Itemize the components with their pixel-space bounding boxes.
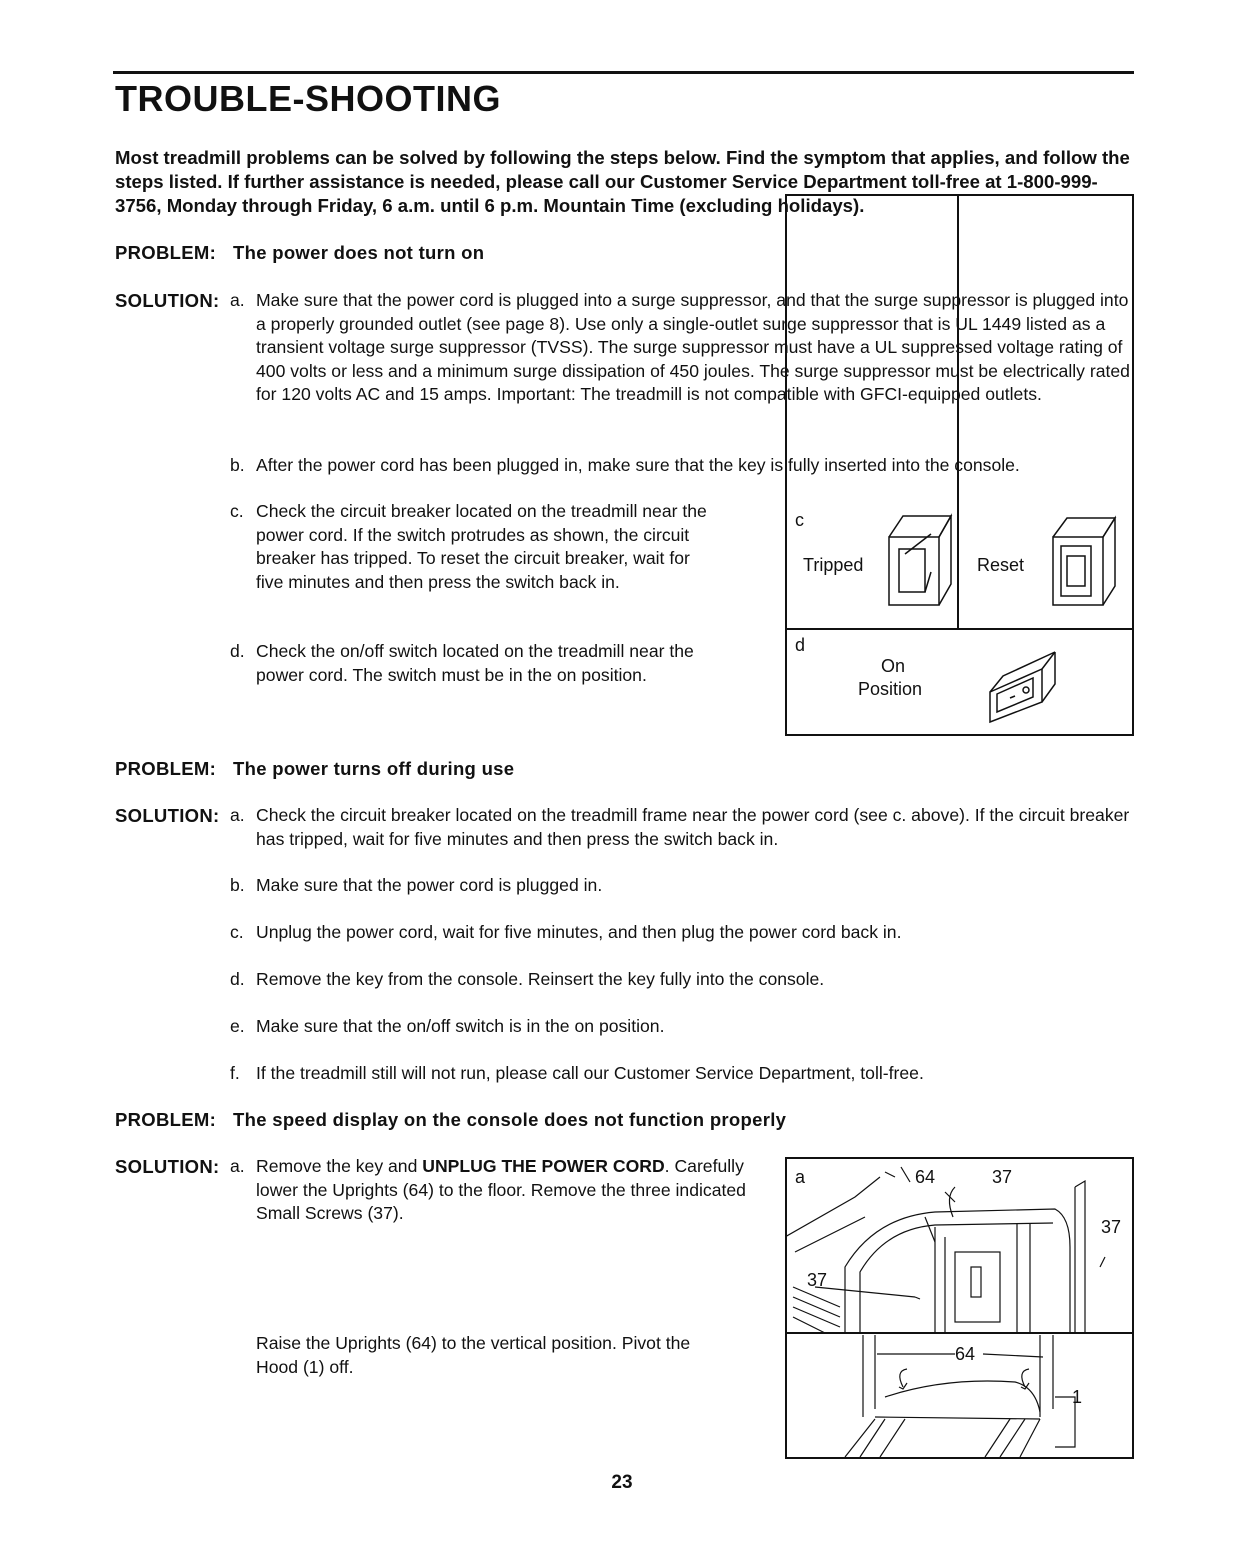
fig-37-top: 37 [992, 1167, 1013, 1187]
problem-3 [115, 1109, 786, 1131]
step-text: Unplug the power cord, wait for five minutes, and then plug the power cord back in. [256, 922, 902, 942]
fig-1-label: 1 [1072, 1387, 1083, 1407]
fig-64-bottom: 64 [955, 1344, 976, 1364]
step-text: Make sure that the power cord is plugged in. [256, 875, 603, 895]
solution-label-1: SOLUTION: [115, 290, 220, 311]
s1-step-d [230, 640, 731, 687]
s2-step-d [230, 968, 1131, 992]
problem-label: PROBLEM: [115, 1109, 217, 1130]
hood-figure-svg [785, 1157, 1134, 1459]
problem-label: PROBLEM: [115, 758, 217, 779]
problem-1-text: The power does not turn on [233, 242, 485, 263]
step-a-pre: Remove the key and [256, 1156, 418, 1176]
fig-on-label: On [881, 656, 906, 676]
fig-37-right: 37 [1101, 1217, 1122, 1237]
step-text: Raise the Uprights (64) to the vertical position. Pivot the Hood (1) off. [256, 1333, 691, 1377]
step-key: b. [230, 455, 245, 475]
fig-c-label: c [795, 510, 804, 530]
fig-position-label: Position [858, 679, 923, 699]
intro-paragraph: Most treadmill problems can be solved by following the steps below. Find the symptom that applies, and follow the steps listed. If further assistance is needed, please call our Customer Service Department toll-free at 1-800-999-3756, Monday through Friday, 6 a.m. until 6 p.m. Mountain Time (excluding holidays). [115, 147, 1130, 216]
s2-step-e [230, 1015, 1131, 1039]
fig-a-label: a [795, 1167, 806, 1187]
breaker-figure-svg [785, 194, 1134, 736]
step-text: Make sure that the power cord is plugged into a surge suppressor, and that the surge suppressor is plugged into a properly grounded outlet (see page 8). Use only a single-outlet surge suppressor that is UL 1449 listed as a transient voltage surge suppressor (TVSS). The surge suppressor must have a UL suppressed voltage rating of 400 volts or less and a minimum surge dissipation of 450 joules. The surge suppressor must be electrically rated for 120 volts AC and 15 amps. Important: The treadmill is not compatible with GFCI-equipped outlets. [256, 290, 1130, 404]
page-number: 23 [611, 1472, 633, 1493]
step-text: Check the circuit breaker located on the treadmill frame near the power cord (see c. above). If the circuit breaker has tripped, wait for five minutes and then press the switch back in. [256, 805, 1130, 849]
step-key: d. [230, 969, 245, 989]
step-text [256, 1155, 746, 1226]
problem-1 [115, 242, 484, 264]
step-key: a. [230, 1156, 245, 1176]
problem-label: PROBLEM: [115, 242, 217, 263]
step-key: d. [230, 641, 245, 661]
step-text: Remove the key from the console. Reinsert the key fully into the console. [256, 969, 825, 989]
step-key: c. [230, 501, 244, 521]
figure-border [786, 1158, 1133, 1458]
fig-37-left: 37 [807, 1270, 828, 1290]
figure-breaker-switch [785, 194, 1134, 736]
problem-2 [115, 758, 514, 780]
on-off-switch-icon [990, 652, 1055, 722]
step-key: a. [230, 805, 245, 825]
s3-step-a2 [256, 1332, 736, 1379]
hood-lowered-drawing [785, 1167, 1105, 1333]
s2-step-a [230, 804, 1136, 851]
reset-switch-icon [1053, 518, 1115, 605]
step-text: Check the on/off switch located on the treadmill near the power cord. The switch must be in the on position. [256, 641, 694, 685]
fig-64-top: 64 [915, 1167, 936, 1187]
step-text: Check the circuit breaker located on the treadmill near the power cord. If the switch protrudes as shown, the circuit breaker has tripped. To reset the circuit breaker, wait for five minutes and then press the switch back in. [256, 501, 707, 592]
s3-step-a [230, 1155, 746, 1226]
step-text: After the power cord has been plugged in, make sure that the key is fully inserted into the console. [256, 455, 1020, 475]
step-text: If the treadmill still will not run, please call our Customer Service Department, toll-free. [256, 1063, 924, 1083]
problem-2-text: The power turns off during use [233, 758, 515, 779]
s2-step-b [230, 874, 1131, 898]
unplug-warning: UNPLUG THE POWER CORD [422, 1156, 665, 1176]
fig-tripped-label: Tripped [803, 555, 864, 575]
s2-step-c [230, 921, 1131, 945]
tripped-switch-icon [889, 516, 951, 605]
step-key: b. [230, 875, 245, 895]
figure-border [786, 195, 1133, 735]
step-key: e. [230, 1016, 245, 1036]
step-key: c. [230, 922, 244, 942]
fig-reset-label: Reset [977, 555, 1025, 575]
solution-label-3: SOLUTION: [115, 1156, 220, 1177]
step-a-post: . Carefully lower the Uprights (64) to the floor. Remove the three indicated Small Screws (37). [256, 1156, 746, 1223]
s1-step-c [230, 500, 721, 594]
problem-3-text: The speed display on the console does not function properly [233, 1109, 787, 1130]
step-text: Make sure that the on/off switch is in the on position. [256, 1016, 665, 1036]
solution-label-2: SOLUTION: [115, 805, 220, 826]
page-title: TROUBLE-SHOOTING [115, 78, 501, 119]
s2-step-f [230, 1062, 1131, 1086]
step-key: f. [230, 1063, 240, 1083]
step-key: a. [230, 290, 245, 310]
figure-hood-removal [785, 1157, 1134, 1459]
header-rule [113, 71, 1134, 74]
fig-d-label: d [795, 635, 806, 655]
